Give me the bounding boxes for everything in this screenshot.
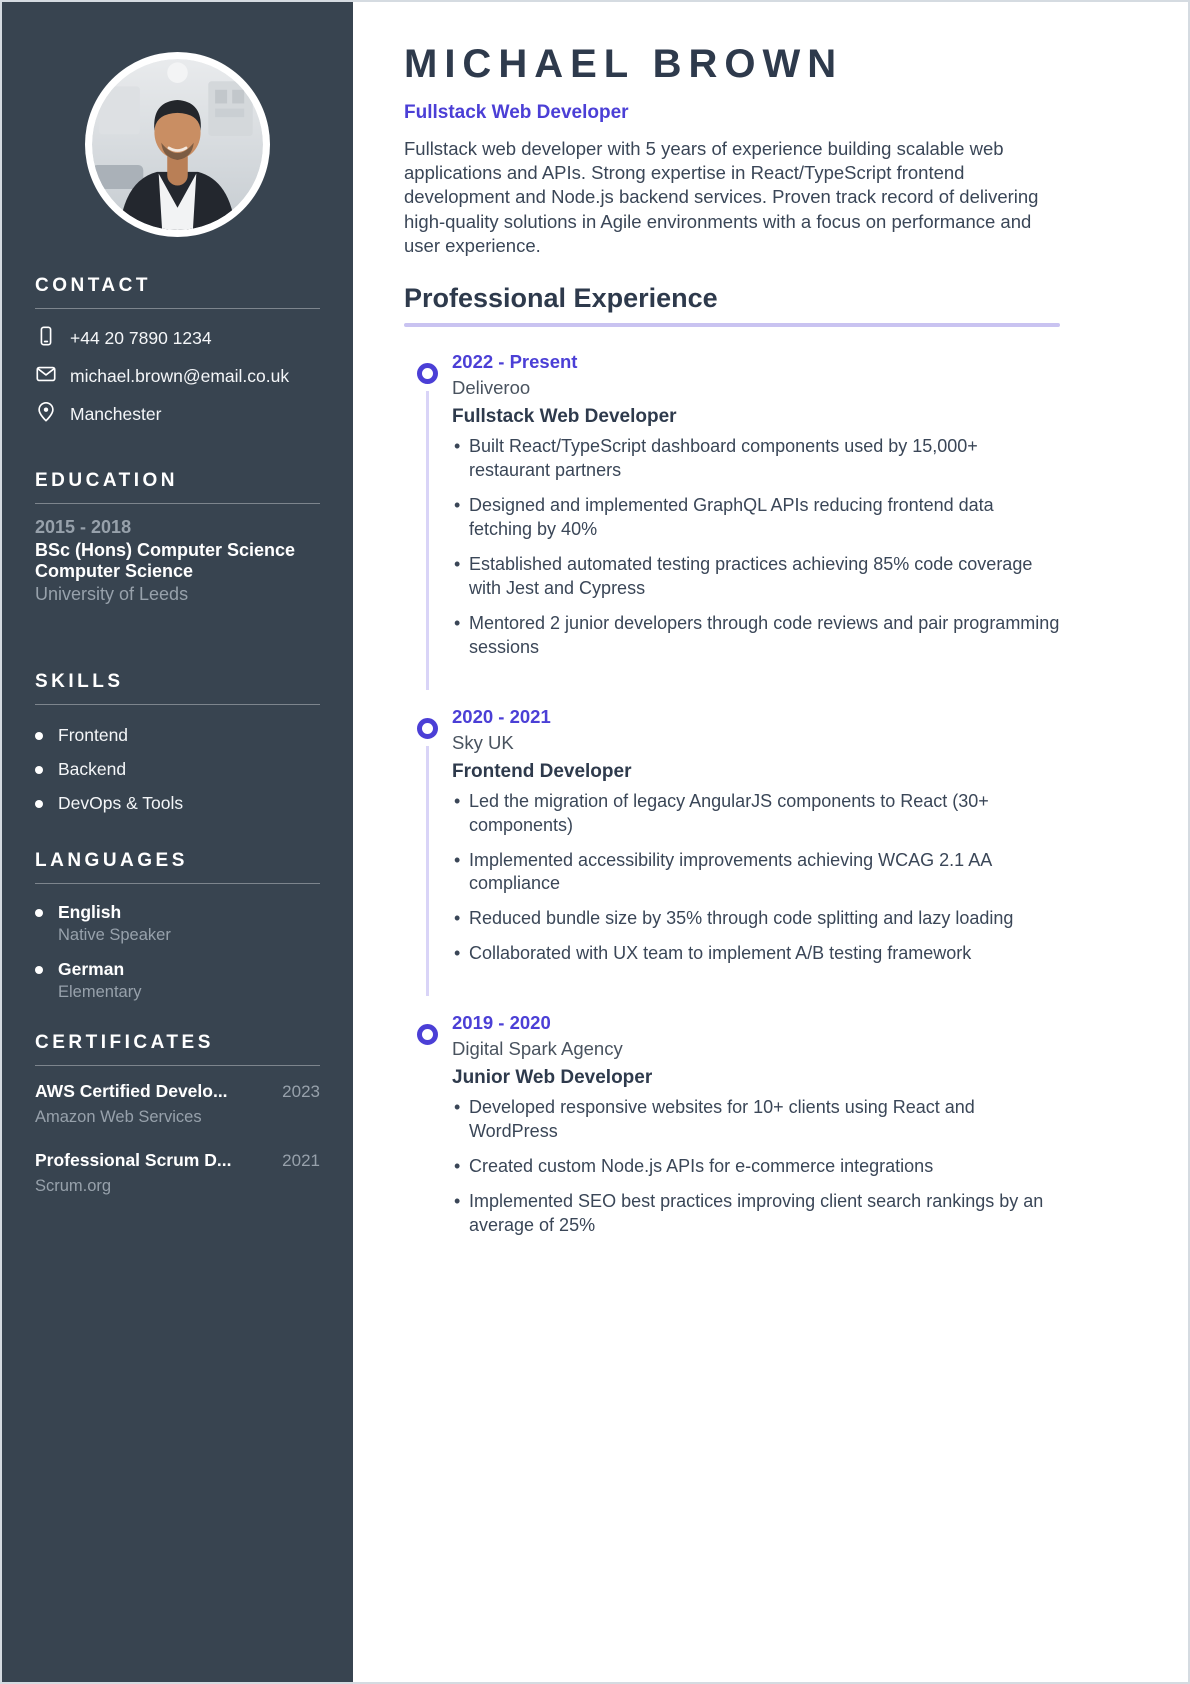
- job-period: 2019 - 2020: [452, 1012, 551, 1034]
- experience-heading: Professional Experience: [404, 283, 718, 314]
- bullet-dot-icon: [35, 909, 43, 917]
- job-role: Fullstack Web Developer: [452, 406, 677, 428]
- job-bullet: • Led the migration of legacy AngularJS components to React (30+ components): [452, 790, 1060, 838]
- certificate-year: 2021: [282, 1151, 320, 1171]
- language-item: [35, 959, 320, 1002]
- job-bullet: • Created custom Node.js APIs for e-commerce integrations: [452, 1155, 1060, 1179]
- language-level: Native Speaker: [58, 926, 171, 945]
- skill-label: Frontend: [58, 725, 129, 746]
- bullet-dot-icon: [35, 732, 43, 740]
- timeline-marker-icon: [417, 363, 438, 384]
- skill-item: [35, 759, 320, 780]
- job-bullet: • Reduced bundle size by 35% through code splitting and lazy loading: [452, 907, 1060, 931]
- job-company: Deliveroo: [452, 377, 531, 399]
- education-period: 2015 - 2018: [35, 517, 132, 537]
- job-period: 2022 - Present: [452, 351, 578, 373]
- job-bullet: • Collaborated with UX team to implement A/B testing framework: [452, 942, 1060, 966]
- experience-timeline: [404, 351, 1060, 1238]
- contact-section: [35, 275, 320, 428]
- job-bullet-list: [452, 790, 1060, 967]
- job-entry: [404, 706, 1060, 967]
- certificates-section: [35, 1032, 320, 1196]
- person-job-title: Fullstack Web Developer: [404, 102, 629, 123]
- bullet-dot-icon: [35, 966, 43, 974]
- phone-number: +44 20 7890 1234: [70, 328, 212, 348]
- main-content: [353, 2, 1188, 1682]
- job-bullet: • Developed responsive websites for 10+ clients using React and WordPress: [452, 1096, 1060, 1144]
- contact-list: [35, 325, 320, 428]
- experience-heading-underline: [404, 323, 1060, 327]
- job-bullet-list: [452, 1096, 1060, 1238]
- mail-icon: [35, 363, 57, 390]
- job-entry: [404, 1012, 1060, 1238]
- contact-row-phone: [35, 325, 320, 352]
- certificate-item: [35, 1150, 320, 1196]
- certificate-issuer: Scrum.org: [35, 1177, 112, 1196]
- person-name: MICHAEL BROWN: [404, 42, 844, 86]
- language-level: Elementary: [58, 983, 142, 1002]
- certificate-name: AWS Certified Develo...: [35, 1081, 228, 1102]
- contact-row-email: [35, 363, 320, 390]
- skill-label: Backend: [58, 759, 127, 780]
- job-company: Sky UK: [452, 731, 514, 753]
- timeline-marker-icon: [417, 718, 438, 739]
- job-period: 2020 - 2021: [452, 705, 551, 727]
- skill-label: DevOps & Tools: [58, 793, 184, 814]
- job-bullet: • Implemented accessibility improvements achieving WCAG 2.1 AA compliance: [452, 849, 1060, 897]
- skills-list: [35, 725, 320, 814]
- languages-list: [35, 902, 320, 1002]
- skill-item: [35, 725, 320, 746]
- language-name: German: [58, 959, 125, 980]
- sidebar: [2, 2, 353, 1682]
- languages-divider: [35, 883, 320, 884]
- certificate-item: [35, 1081, 320, 1127]
- location-city: Manchester: [70, 404, 162, 424]
- profile-summary: Fullstack web developer with 5 years of experience building scalable web applications and APIs. Strong expertise in React/TypeScript frontend development and Node.js backend services. Proven track record of delivering high-quality solutions in Agile environments with a focus on performance and user experience.: [404, 138, 1039, 256]
- education-divider: [35, 503, 320, 504]
- contact-heading: CONTACT: [35, 275, 151, 296]
- skills-section: [35, 671, 320, 814]
- skills-heading: SKILLS: [35, 671, 124, 693]
- job-bullet: • Built React/TypeScript dashboard components used by 15,000+ restaurant partners: [452, 435, 1060, 483]
- contact-divider: [35, 308, 320, 309]
- skill-item: [35, 793, 320, 814]
- language-name: English: [58, 902, 122, 923]
- job-bullet: • Implemented SEO best practices improving client search rankings by an average of 25%: [452, 1190, 1060, 1238]
- job-company: Digital Spark Agency: [452, 1038, 623, 1060]
- bullet-dot-icon: [35, 800, 43, 808]
- language-item: [35, 902, 320, 945]
- email-address: michael.brown@email.co.uk: [70, 366, 290, 386]
- job-bullet-list: [452, 435, 1060, 660]
- education-section: [35, 470, 320, 605]
- certificate-name: Professional Scrum D...: [35, 1150, 232, 1171]
- certificate-year: 2023: [282, 1082, 320, 1102]
- timeline-marker-icon: [417, 1024, 438, 1045]
- phone-icon: [35, 325, 57, 352]
- languages-heading: LANGUAGES: [35, 850, 188, 872]
- location-pin-icon: [35, 401, 57, 428]
- job-role: Frontend Developer: [452, 760, 632, 782]
- skills-divider: [35, 704, 320, 705]
- bullet-dot-icon: [35, 766, 43, 774]
- job-entry: [404, 351, 1060, 660]
- languages-section: [35, 850, 320, 1002]
- education-heading: EDUCATION: [35, 470, 179, 491]
- certificate-issuer: Amazon Web Services: [35, 1108, 202, 1127]
- job-bullet: • Mentored 2 junior developers through code reviews and pair programming sessions: [452, 612, 1060, 660]
- certificates-divider: [35, 1065, 320, 1066]
- job-bullet: • Designed and implemented GraphQL APIs reducing frontend data fetching by 40%: [452, 494, 1060, 542]
- profile-photo-illustration: [92, 59, 263, 230]
- education-school: University of Leeds: [35, 584, 189, 605]
- job-role: Junior Web Developer: [452, 1067, 653, 1089]
- contact-row-location: [35, 401, 320, 428]
- education-degree: BSc (Hons) Computer Science Computer Science: [35, 540, 296, 582]
- profile-photo: [85, 52, 270, 237]
- job-bullet: • Established automated testing practices achieving 85% code coverage with Jest and Cypress: [452, 553, 1060, 601]
- certificates-heading: CERTIFICATES: [35, 1032, 214, 1054]
